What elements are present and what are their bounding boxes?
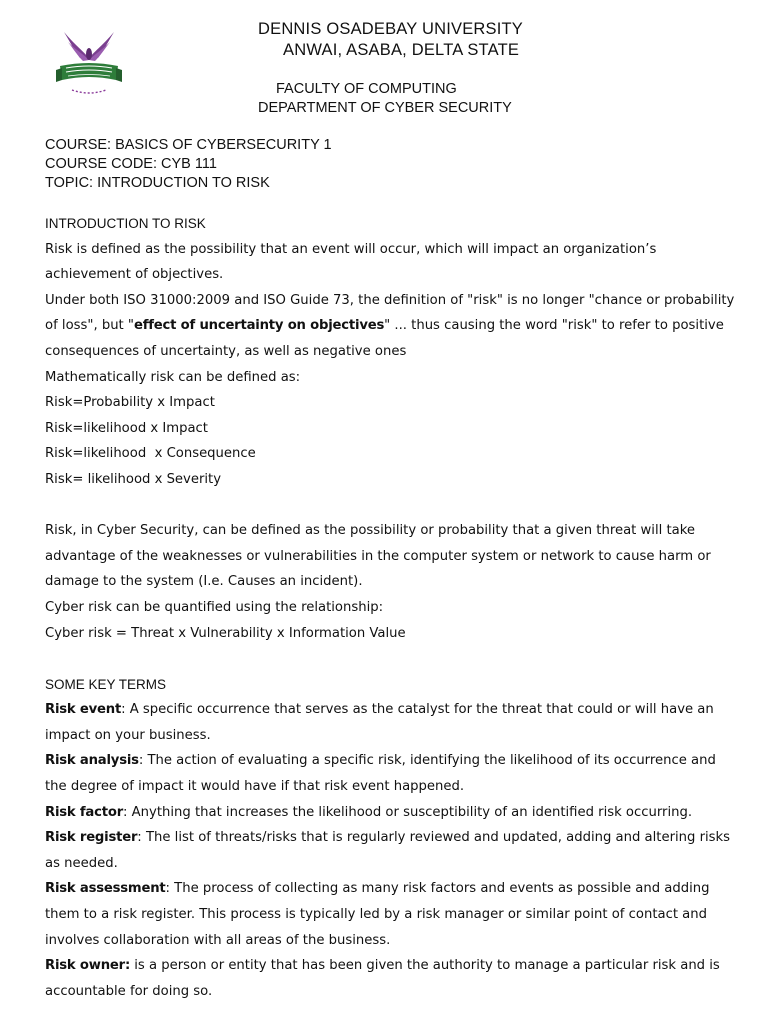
- term-risk-factor: [45, 800, 735, 826]
- term-risk-register: [45, 825, 735, 876]
- term-definition: The list of threats/risks that is regularly reviewed and updated, adding and altering risks as needed.: [45, 830, 731, 871]
- university-location: ANWAI, ASABA, DELTA STATE: [283, 41, 520, 59]
- term-definition: Anything that increases the likelihood or susceptibility of an identified risk occurring.: [127, 804, 693, 820]
- formula-2: Risk=likelihood x Impact: [45, 420, 208, 436]
- cyber-risk-formula: Cyber risk = Threat x Vulnerability x Information Value: [45, 625, 406, 641]
- intro-paragraph-1: Risk is defined as the possibility that an event will occur, which will impact an organization’s achievement of objectives.: [45, 241, 657, 283]
- term-risk-owner: [45, 953, 735, 1004]
- term-label: Risk event: [45, 702, 122, 718]
- term-definition: The process of collecting as many risk factors and events as possible and adding them to a risk register. This process is typically led by a risk manager or similar point of contact and involves collaboration with all areas of the business.: [45, 881, 710, 948]
- term-separator: :: [165, 881, 170, 897]
- term-label: Risk analysis: [45, 753, 139, 769]
- term-separator: :: [123, 804, 128, 820]
- spacer: [45, 646, 735, 672]
- document-body: [45, 211, 735, 1004]
- formula-1: Risk=Probability x Impact: [45, 395, 215, 411]
- formula-4: Risk= likelihood x Severity: [45, 471, 222, 487]
- iso-text-before: Under both ISO 31000:2009 and ISO Guide 73, the definition of "risk" is no longer "chance or probability of loss", but ": [45, 292, 735, 334]
- faculty-name: FACULTY OF COMPUTING: [276, 81, 457, 97]
- topic-title: TOPIC: INTRODUCTION TO RISK: [45, 175, 270, 191]
- key-terms-heading: SOME KEY TERMS: [45, 676, 167, 692]
- term-label: Risk assessment: [45, 881, 166, 897]
- cyber-risk-paragraph: Risk, in Cyber Security, can be defined as the possibility or probability that a given threat will take advantage of the weaknesses or vulnerabilities in the computer system or network to cause harm or damage to the system (I.e. Causes an incident).: [45, 523, 711, 590]
- department-name: DEPARTMENT OF CYBER SECURITY: [258, 100, 512, 116]
- crest-icon: [52, 28, 126, 100]
- term-label: Risk factor: [45, 804, 124, 820]
- term-separator: :: [137, 830, 142, 846]
- course-title: COURSE: BASICS OF CYBERSECURITY 1: [45, 137, 332, 153]
- intro-heading: INTRODUCTION TO RISK: [45, 216, 206, 231]
- formula-3: Risk=likelihood x Consequence: [45, 446, 256, 462]
- term-label: Risk register: [45, 830, 138, 846]
- cyber-risk-quantified: Cyber risk can be quantified using the relationship:: [45, 599, 384, 615]
- term-risk-analysis: [45, 748, 735, 799]
- intro-paragraph-2: [45, 288, 735, 365]
- term-label: Risk owner:: [45, 958, 131, 974]
- university-logo: [52, 28, 126, 100]
- spacer: [45, 493, 735, 519]
- term-definition: is a person or entity that has been given the authority to manage a particular risk and is accountable for doing so.: [45, 958, 720, 999]
- course-code: COURSE CODE: CYB 111: [45, 156, 217, 172]
- term-separator: :: [138, 753, 144, 769]
- iso-definition-bold: effect of uncertainty on objectives: [133, 318, 385, 334]
- iso-text-after: " ... thus causing the word "risk" to refer to positive consequences of uncertainty, as well as negative ones: [45, 318, 724, 359]
- term-definition: The action of evaluating a specific risk, identifying the likelihood of its occurrence and the degree of impact it would have if that risk event happened.: [45, 753, 716, 795]
- math-intro: Mathematically risk can be defined as:: [45, 369, 301, 385]
- term-risk-assessment: [45, 876, 735, 953]
- university-name: DENNIS OSADEBAY UNIVERSITY: [258, 20, 523, 38]
- term-definition: A specific occurrence that serves as the catalyst for the threat that could or will have an impact on your business.: [45, 702, 714, 743]
- term-risk-event: [45, 697, 735, 748]
- term-separator: :: [121, 702, 126, 718]
